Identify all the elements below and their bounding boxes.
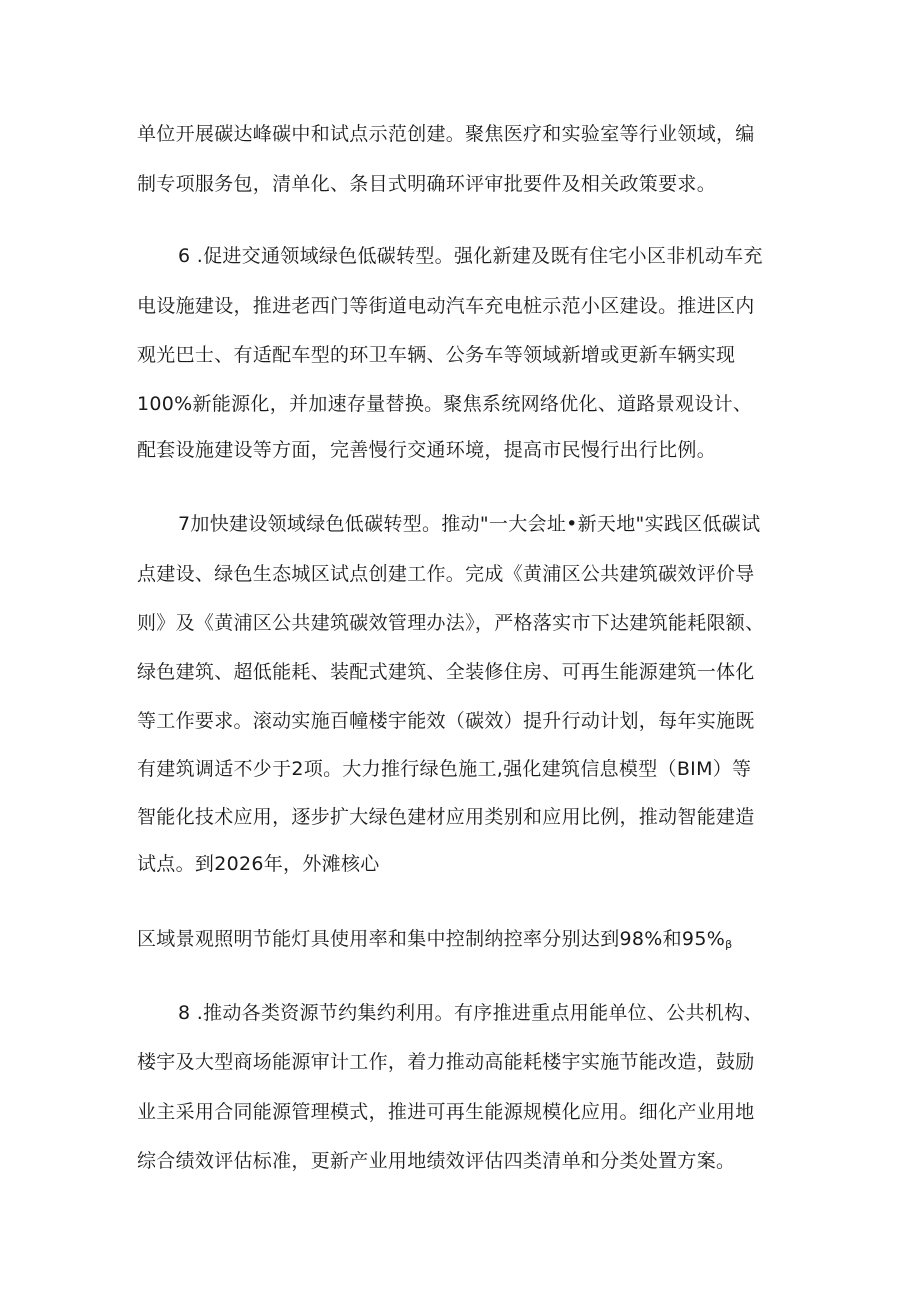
paragraph-7-line-8: 试点。到2026年，外滩核心 xyxy=(137,853,380,875)
paragraph-5-line-1: 单位开展碳达峰碳中和试点示范创建。聚焦医疗和实验室等行业领域，编 xyxy=(137,123,755,145)
paragraph-7-line-3: 则》及《黄浦区公共建筑碳效管理办法》，严格落实市下达建筑能耗限额、 xyxy=(137,612,765,634)
paragraph-8-line-1: 8 .推动各类资源节约集约利用。有序推进重点用能单位、公共机构、 xyxy=(178,1002,763,1024)
paragraph-7-line-4: 绿色建筑、超低能耗、装配式建筑、全装修住房、可再生能源建筑一体化 xyxy=(137,661,755,683)
paragraph-6-line-4: 100%新能源化，并加速存量替换。聚焦系统网络优化、道路景观设计、 xyxy=(137,393,753,415)
paragraph-8-line-4: 综合绩效评估标准，更新产业用地绩效评估四类清单和分类处置方案。 xyxy=(137,1150,736,1172)
paragraph-5-line-2: 制专项服务包，清单化、条目式明确环评审批要件及相关政策要求。 xyxy=(137,173,717,195)
paragraph-7-continuation xyxy=(137,926,732,958)
paragraph-8-line-3: 业主采用合同能源管理模式，推进可再生能源规模化应用。细化产业用地 xyxy=(137,1101,755,1123)
paragraph-7-continuation-text: 区域景观照明节能灯具使用率和集中控制纳控率分别达到98%和95% xyxy=(137,928,726,950)
paragraph-7-line-6: 有建筑调适不少于2项。大力推行绿色施工,强化建筑信息模型（BIM）等 xyxy=(137,758,752,780)
paragraph-7-line-7: 智能化技术应用，逐步扩大绿色建材应用类别和应用比例，推动智能建造 xyxy=(137,806,755,828)
paragraph-7-line-1: 7加快建设领域绿色低碳转型。推动"一大会址•新天地"实践区低碳试 xyxy=(178,513,761,535)
paragraph-6-line-3: 观光巴士、有适配车型的环卫车辆、公务车等领域新增或更新车辆实现 xyxy=(137,344,736,366)
paragraph-6-line-5: 配套设施建设等方面，完善慢行交通环境，提高市民慢行出行比例。 xyxy=(137,439,717,461)
paragraph-7-line-2: 点建设、绿色生态城区试点创建工作。完成《黄浦区公共建筑碳效评价导 xyxy=(137,563,755,585)
paragraph-7-line-5: 等工作要求。滚动实施百幢楼宇能效（碳效）提升行动计划，每年实施既 xyxy=(137,710,755,732)
paragraph-6-line-1: 6 .促进交通领域绿色低碳转型。强化新建及既有住宅小区非机动车充 xyxy=(178,245,763,267)
paragraph-8-line-2: 楼宇及大型商场能源审计工作，着力推动高能耗楼宇实施节能改造，鼓励 xyxy=(137,1051,755,1073)
paragraph-6-line-2: 电设施建设，推进老西门等街道电动汽车充电桩示范小区建设。推进区内 xyxy=(137,295,755,317)
paragraph-7-continuation-suffix: β xyxy=(725,938,733,951)
